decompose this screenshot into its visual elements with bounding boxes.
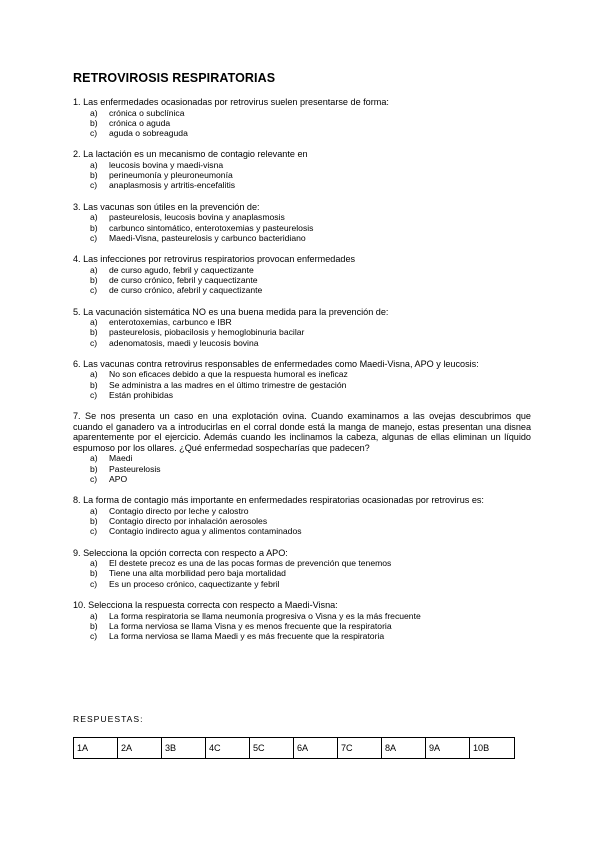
page-title: RETROVIROSIS RESPIRATORIAS — [73, 71, 276, 85]
option-text: El destete precoz es una de las pocas formas de prevención que tenemos — [109, 558, 392, 569]
question-block — [73, 149, 531, 190]
question-block — [73, 307, 531, 348]
question-text: 7. Se nos presenta un caso en una explotación ovina. Cuando examinamos a las ovejas descubrimos que cuando el ganadero va a introducirlas en el corral donde está la manga de manejo, estas presentan una disnea aparentemente por el ejercicio. Además cuando les inclinamos la cabeza, algunas de ellas eliminan un líquido espumoso por los ollares. ¿Qué enfermedad sospecharías que padecen? — [73, 411, 531, 453]
option-text: adenomatosis, maedi y leucosis bovina — [109, 337, 259, 348]
answer-option — [73, 317, 531, 327]
option-list — [73, 369, 531, 400]
option-text: crónica o subclínica — [109, 107, 185, 118]
option-text: La forma respiratoria se llama neumonía progresiva o Visna y es la más frecuente — [109, 610, 421, 621]
question-block — [73, 600, 531, 641]
option-text: Contagio directo por inhalación aerosoles — [109, 516, 268, 527]
option-letter: c) — [90, 473, 98, 484]
answer-option — [73, 160, 531, 170]
answer-option — [73, 369, 531, 379]
option-letter: a) — [90, 317, 98, 328]
option-text: Se administra a las madres en el último trimestre de gestación — [109, 379, 347, 390]
option-text: Maedi — [109, 453, 133, 464]
answers-row — [74, 738, 515, 759]
answer-option — [73, 631, 531, 641]
question-text: 4. Las infecciones por retrovirus respiratorios provocan enfermedades — [73, 254, 356, 265]
answer-cell: 10B — [470, 738, 515, 759]
option-letter: c) — [90, 631, 98, 642]
question-block — [73, 97, 531, 138]
answer-option — [73, 180, 531, 190]
answer-option — [73, 338, 531, 348]
question-text: 2. La lactación es un mecanismo de contagio relevante en — [73, 149, 308, 160]
question-text: 8. La forma de contagio más importante en enfermedades respiratorias ocasionadas por retrovirus es: — [73, 495, 484, 506]
answer-option — [73, 233, 531, 243]
answer-option — [73, 128, 531, 138]
answer-option — [73, 453, 531, 463]
option-list — [73, 108, 531, 139]
option-letter: b) — [90, 274, 98, 285]
answer-option — [73, 621, 531, 631]
option-letter: b) — [90, 516, 98, 527]
option-letter: a) — [90, 212, 98, 223]
option-text: La forma nerviosa se llama Visna y es menos frecuente que la respiratoria — [109, 620, 392, 631]
question-block — [73, 359, 531, 400]
option-letter: b) — [90, 379, 98, 390]
option-text: Tiene una alta morbilidad pero baja mortalidad — [109, 568, 286, 579]
answer-cell: 3B — [162, 738, 206, 759]
option-list — [73, 558, 531, 589]
answer-cell: 5C — [250, 738, 294, 759]
answer-option — [73, 611, 531, 621]
answer-option — [73, 506, 531, 516]
option-letter: c) — [90, 180, 98, 191]
answer-cell: 4C — [206, 738, 250, 759]
question-text: 1. Las enfermedades ocasionadas por retrovirus suelen presentarse de forma: — [73, 97, 389, 107]
option-text: Es un proceso crónico, caquectizante y febril — [109, 578, 280, 589]
question-text: 5. La vacunación sistemática NO es una buena medida para la prevención de: — [73, 306, 389, 317]
option-text: enterotoxemias, carbunco e IBR — [109, 317, 232, 328]
option-text: La forma nerviosa se llama Maedi y es más frecuente que la respiratoria — [109, 631, 385, 642]
answers-label: RESPUESTAS: — [73, 714, 144, 724]
option-text: Contagio directo por leche y calostro — [109, 505, 249, 516]
answer-cell: 2A — [118, 738, 162, 759]
question-block — [73, 495, 531, 536]
option-text: APO — [109, 473, 128, 484]
option-text: perineumonía y pleuroneumonía — [109, 170, 233, 181]
option-list — [73, 453, 531, 484]
option-list — [73, 506, 531, 537]
option-letter: b) — [90, 620, 98, 631]
option-text: Pasteurelosis — [109, 463, 161, 474]
answer-option — [73, 464, 531, 474]
option-letter: c) — [90, 390, 98, 401]
option-text: anaplasmosis y artritis-encefalitis — [109, 180, 236, 191]
option-text: No son eficaces debido a que la respuesta humoral es ineficaz — [109, 369, 348, 380]
answer-option — [73, 568, 531, 578]
answers-table — [73, 737, 515, 759]
option-text: leucosis bovina y maedi-visna — [109, 159, 224, 170]
answer-option — [73, 516, 531, 526]
answer-option — [73, 223, 531, 233]
option-text: de curso crónico, febril y caquectizante — [109, 274, 258, 285]
answer-option — [73, 212, 531, 222]
option-letter: a) — [90, 610, 98, 621]
question-text: 9. Selecciona la opción correcta con respecto a APO: — [73, 547, 288, 558]
option-letter: a) — [90, 453, 98, 464]
option-letter: c) — [90, 232, 98, 243]
answer-option — [73, 285, 531, 295]
answer-option — [73, 327, 531, 337]
option-letter: c) — [90, 578, 98, 589]
answer-option — [73, 558, 531, 568]
option-list — [73, 212, 531, 243]
option-letter: c) — [90, 526, 98, 537]
answer-cell: 7C — [338, 738, 382, 759]
option-letter: b) — [90, 170, 98, 181]
answer-option — [73, 474, 531, 484]
answer-cell: 8A — [382, 738, 426, 759]
question-block — [73, 202, 531, 243]
answer-option — [73, 170, 531, 180]
option-letter: b) — [90, 327, 98, 338]
option-text: crónica o aguda — [109, 117, 171, 128]
option-letter: a) — [90, 159, 98, 170]
question-text: 6. Las vacunas contra retrovirus responsables de enfermedades como Maedi-Visna, APO y leucosis: — [73, 358, 479, 369]
option-text: de curso agudo, febril y caquectizante — [109, 264, 254, 275]
option-text: aguda o sobreaguda — [109, 128, 188, 139]
option-text: pasteurelosis, leucosis bovina y anaplasmosis — [109, 212, 285, 223]
option-text: Maedi-Visna, pasteurelosis y carbunco bacteridiano — [109, 232, 306, 243]
option-text: de curso crónico, afebril y caquectizante — [109, 285, 263, 296]
question-block — [73, 411, 531, 484]
option-letter: a) — [90, 107, 98, 118]
option-letter: a) — [90, 369, 98, 380]
option-letter: a) — [90, 558, 98, 569]
answer-option — [73, 526, 531, 536]
answer-option — [73, 579, 531, 589]
option-list — [73, 265, 531, 296]
answer-option — [73, 265, 531, 275]
option-list — [73, 160, 531, 191]
option-letter: a) — [90, 264, 98, 275]
option-text: carbunco sintomático, enterotoxemias y pasteurelosis — [109, 222, 314, 233]
answer-option — [73, 390, 531, 400]
answer-option — [73, 118, 531, 128]
answer-cell: 6A — [294, 738, 338, 759]
answer-cell: 9A — [426, 738, 470, 759]
option-letter: c) — [90, 128, 98, 139]
option-letter: b) — [90, 568, 98, 579]
question-list — [73, 97, 531, 652]
option-text: pasteurelosis, piobacilosis y hemoglobinuria bacilar — [109, 327, 305, 338]
option-letter: b) — [90, 222, 98, 233]
question-block — [73, 548, 531, 589]
option-letter: c) — [90, 337, 98, 348]
option-list — [73, 611, 531, 642]
question-text: 10. Selecciona la respuesta correcta con respecto a Maedi-Visna: — [73, 600, 338, 611]
option-letter: c) — [90, 285, 98, 296]
option-text: Están prohibidas — [109, 390, 174, 401]
answer-option — [73, 380, 531, 390]
question-block — [73, 254, 531, 295]
question-text: 3. Las vacunas son útiles en la prevención de: — [73, 201, 260, 212]
answer-cell: 1A — [74, 738, 118, 759]
option-letter: b) — [90, 463, 98, 474]
answer-option — [73, 275, 531, 285]
option-letter: a) — [90, 505, 98, 516]
option-text: Contagio indirecto agua y alimentos contaminados — [109, 526, 302, 537]
option-letter: b) — [90, 117, 98, 128]
answer-option — [73, 108, 531, 118]
option-list — [73, 317, 531, 348]
